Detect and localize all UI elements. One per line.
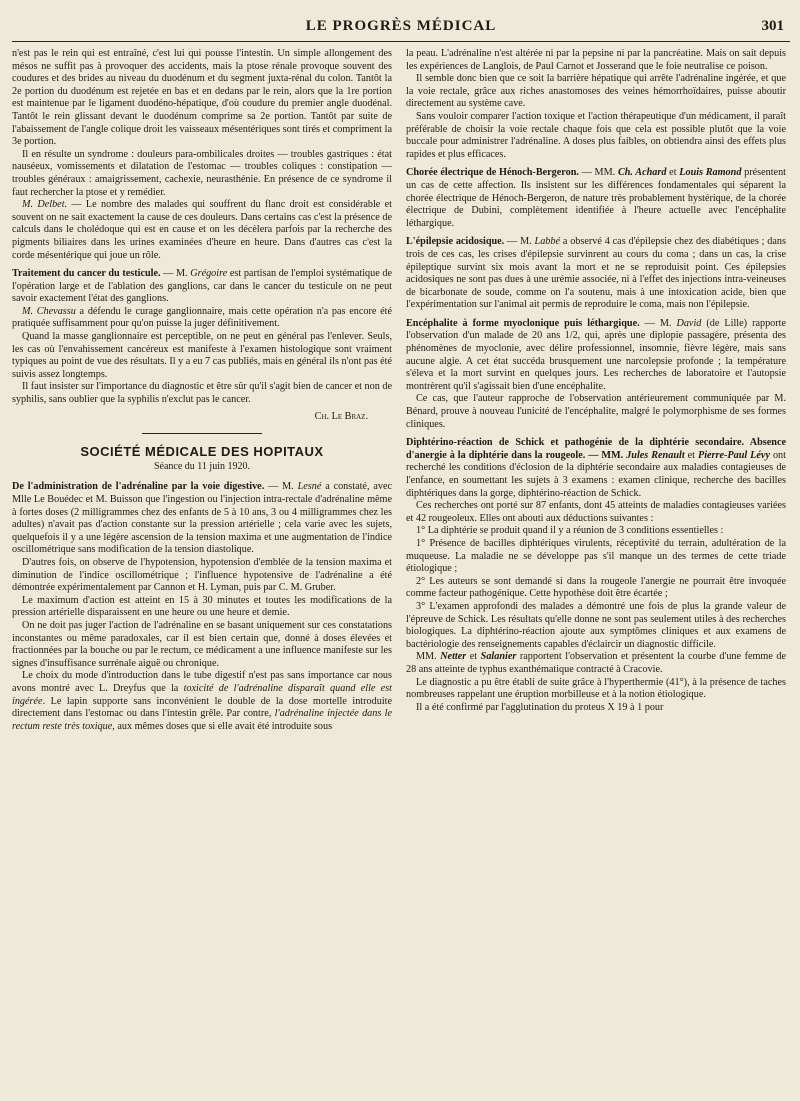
author-name: Grégoire xyxy=(190,268,228,280)
paragraph: MM. Netter et Salanier rapportent l'observation et présentent la courbe d'une femme de 28 ans atteinte de typhus exanthématique contracté à Cracovie. xyxy=(406,651,786,675)
paragraph: Il faut insister sur l'importance du diagnostic et être sûr qu'il s'agit bien de cancer et non de syphilis, sans oublier que la syphilis n'exclut pas le cancer. xyxy=(12,381,392,406)
paragraph: M. Delbet. — Le nombre des malades qui souffrent du flanc droit est considérable et souvent on ne sait exactement la cause de ces douleurs. Dans certains cas c'est la présence de calculs dans le cholédoque qui est en cause et on les décèlera parfois par la recherche des pigments biliaires dans les urines examinées d'heure en heure. Dans d'autres cas c'est la corde mésentérique qui joue un rôle. xyxy=(12,199,392,261)
page-number: 301 xyxy=(761,18,784,34)
author-name: M. Delbet. xyxy=(22,199,68,211)
list-item: 1° La diphtérie se produit quand il y a réunion de 3 conditions essentielles : xyxy=(416,525,724,537)
two-column-body xyxy=(12,48,790,733)
author-name: Lesné xyxy=(297,481,322,493)
author-name: Netter xyxy=(440,651,467,663)
section-divider xyxy=(142,433,262,434)
author-name: M. Chevassu xyxy=(22,305,76,317)
author-name: David xyxy=(676,317,702,329)
signature: Ch. Le Braz. xyxy=(314,410,368,422)
seance-date: Séance du 11 juin 1920. xyxy=(153,460,250,472)
header-rule xyxy=(12,41,790,42)
paragraph: Il a été confirmé par l'agglutination du proteus X 19 à 1 pour xyxy=(416,701,664,713)
journal-title: LE PROGRÈS MÉDICAL xyxy=(305,18,497,34)
paragraph: Le choix du mode d'introduction dans le tube digestif n'est pas sans importance car nous avons montré avec L. Dreyfus que la toxicité de l'adrénaline disparaît quand elle est ingérée. Le lapin supporte sans inconvénient le double de la dose mortelle introduite directement dans l'estomac ou dans l'intestin grêle. Par contre, l'adrénaline injectée dans le rectum reste très toxique, aux mêmes doses que si elle avait été introduite sous xyxy=(12,670,392,732)
section-diphterie: Diphtérino-réaction de Schick et pathogénie de la diphtérie secondaire. Absence d'anergie à la diphtérie dans la rougeole. — MM. Jules Renault et Pierre-Paul Lévy ont recherché les conditions d'éclosion de la diphtérie secondaire aux maladies contagieuses de l'enfance, en soumettant les sujets à 3 examens : examen clinique, recherche des bacilles diphtériques dans la gorge, diphtérino-réaction de Schick. xyxy=(406,437,786,499)
paragraph: Quand la masse ganglionnaire est perceptible, on ne peut en général pas l'enlever. Seuls, les cas où l'envahissement cancéreux est manifeste à l'examen histologique sont vraiment typiques au point de vue des résultats. Il y a eu 7 cas publiés, mais en général ils n'ont pas été suivis assez longtemps. xyxy=(12,331,392,380)
author-name: Louis Ramond xyxy=(679,167,742,179)
section-title: Encéphalite à forme myoclonique puis léthargique. xyxy=(406,317,640,329)
paragraph: Ces recherches ont porté sur 87 enfants, dont 45 atteints de maladies contagieuses variées et 42 rougeoleux. Elles ont abouti aux déductions suivantes : xyxy=(406,500,786,524)
author-name: Pierre-Paul Lévy xyxy=(697,449,770,461)
author-name: Salanier xyxy=(480,651,517,663)
section-epilepsie: L'épilepsie acidosique. — M. Labbé a observé 4 cas d'épilepsie chez des diabétiques ; dans trois de ces cas, les crises d'épilepsie survinrent au cours du coma ; dans un cas, la crise épileptique survint six mois avant la mort et ne se reproduisit point. Ces épilepsies acidosiques ne sont pas dues à une urémie associée, ni à l'effet des injections intra-veineuses de bicarbonate de soude, comme on l'a soutenu, mais à une intoxication acide, bien que l'expérimentation sur l'animal ait permis de reproduire le coma, mais non l'épilepsie. xyxy=(406,236,786,311)
page-header xyxy=(12,16,790,38)
section-title: Chorée électrique de Hénoch-Bergeron. xyxy=(406,167,579,179)
right-column xyxy=(406,48,786,733)
author-name: Jules Renault xyxy=(626,449,685,461)
section-adrenaline: De l'administration de l'adrénaline par la voie digestive. — M. Lesné a constaté, avec Mlle Le Bouédec et M. Buisson que l'ingestion ou l'injection intra-rectale d'adrénaline même à fortes doses (2 milligrammes chez des enfants de 5 à 10 ans, 3 ou 4 milligrammes chez les adultes) n'avait pas d'action constante sur la pression artérielle ; cela varie avec les sujets, quelquefois il y a une légère ascension de la tension maxima et une augmentation de l'indice oscillométrique sans modification de la tension diastolique. xyxy=(12,481,392,556)
section-title: Diphtérino-réaction de Schick et pathogénie de la diphtérie secondaire. Absence d'anergie à la diphtérie dans la rougeole. xyxy=(406,437,786,461)
paragraph: la peau. L'adrénaline n'est altérée ni par la pepsine ni par la pancréatine. Mais on sait depuis les expériences de Langlois, de Paul Carnot et Josserand que le foie neutralise ce poison. xyxy=(406,48,786,72)
paragraph: Le diagnostic a pu être établi de suite grâce à l'hyperthermie (41°), à la présence de taches nombreuses rappelant une éruption morbilleuse et à la notion étiologique. xyxy=(406,676,786,701)
paragraph: Il semble donc bien que ce soit la barrière hépatique qui arrête l'adrénaline ingérée, et que la voie rectale, grâce aux riches anastomoses des veines hémorrhoïdaires, puisse aboutir directement au système cave. xyxy=(406,73,786,110)
author-name: Labbé xyxy=(534,236,560,248)
author-name: Ch. Achard xyxy=(617,167,667,179)
section-title: L'épilepsie acidosique. xyxy=(406,236,505,248)
list-item: 3° L'examen approfondi des malades a démontré une fois de plus la grande valeur de l'épreuve de Schick. Les résultats qu'elle donne ne sont pas seulement utiles à des recherches biologiques. La diphtérino-réaction ajoute aux symptômes cliniques et aux examens de bactériologie des renseignements capables d'éclaircir un diagnostic difficile. xyxy=(406,600,786,650)
societe-heading: SOCIÉTÉ MÉDICALE DES HOPITAUX xyxy=(80,444,324,460)
paragraph: n'est pas le rein qui est entraîné, c'est lui qui pousse l'intestin. Un simple allongement des mésos ne suffit pas à provoquer des accidents, mais la ptose rénale provoque souvent des coudures et des brides au niveau du duodénum et du segment juxta-rénal du colon. Tantôt la 2e portion du duodénum est rejetée en bas et en dedans par le rein, alors que la 1re portion est maintenue par le ligament duodéno-hépatique, d'où coudure du premier angle duodénal. Tantôt le rein glissant devant le duodénum comprime sa 2e portion. Tantôt par suite de l'abaissement de l'angle colique droit les vaisseaux mésentériques sont tirés et compriment la 3e portion. xyxy=(12,48,392,148)
left-column xyxy=(12,48,392,733)
paragraph: On ne doit pas juger l'action de l'adrénaline en se basant uniquement sur ces constatations inconstantes ou même paradoxales, car il est bien certain que, donné à doses élevées et fractionnées par la bouche ou par le rectum, ce médicament a une influence manifeste sur les signes d'insuffisance surrénale aiguë ou chronique. xyxy=(12,619,392,669)
section-encephalite: Encéphalite à forme myoclonique puis léthargique. — M. David (de Lille) rapporte l'observation d'un malade de 20 ans 1/2, qui, après une diplopie passagère, présenta des phénomènes de myoclonie, avec délire professionnel, insomnie, fièvre légère, mais sans aucune algie. A cet état succéda brusquement une narcolepsie profonde ; la température s'éleva et la mort survint en quelques jours. Les recherches de laboratoire et l'autopsie montrèrent qu'il s'agissait bien d'une encéphalite. xyxy=(406,317,787,392)
list-item: 1° Présence de bacilles diphtériques virulents, réceptivité du terrain, adultération de la muqueuse. La maladie ne se développe pas s'il manque un des termes de cette triade étiologique ; xyxy=(406,537,786,575)
paragraph: M. Chevassu a défendu le curage ganglionnaire, mais cette opération n'a pas encore été pratiquée suffisamment pour qu'on puisse la juger définitivement. xyxy=(12,305,392,330)
paragraph: Ce cas, que l'auteur rapproche de l'observation antérieurement communiquée par M. Bénard, prouve à nouveau l'unicité de l'encéphalite, malgré le polymorphisme de ses formes cliniques. xyxy=(406,393,786,430)
paragraph: Sans vouloir comparer l'action toxique et l'action thérapeutique d'un médicament, il paraît préférable de choisir la voie rectale chaque fois que cela est possible plutôt que la voie buccale pour administrer l'adrénaline. A doses plus faibles, on obtiendra ainsi des effets plus rapides et plus efficaces. xyxy=(406,110,786,160)
paragraph: Il en résulte un syndrome : douleurs para-ombilicales droites — troubles gastriques : état nauséeux, vomissements et dilatation de l'estomac — troubles coliques : constipation — troubles généraux : amaigrissement, cachexie, neurasthénie. En présence de ce syndrome il faut rechercher la ptose et y remédier. xyxy=(12,148,392,198)
list-item: 2° Les auteurs se sont demandé si dans la rougeole l'anergie ne pourrait être invoquée comme facteur pathogénique. Cette hypothèse doit être écartée ; xyxy=(406,575,786,600)
paragraph: D'autres fois, on observe de l'hypotension, hypotension d'emblée de la tension maxima et diminution de l'indice oscillométrique ; l'influence hypotensive de l'adrénaline a été démontrée expérimentalement par Cannon et H. Lyman, puis par C. M. Gruber. xyxy=(12,556,392,594)
paragraph: Le maximum d'action est atteint en 15 à 30 minutes et toutes les modifications de la pression artérielle disparaissent en une heure ou une heure et demie. xyxy=(12,594,392,619)
section-choree: Chorée électrique de Hénoch-Bergeron. — MM. Ch. Achard et Louis Ramond présentent un cas de cette affection. Ils insistent sur les différences fondamentales qui séparent la chorée électrique de Hénoch-Bergeron, de nature très probablement hystérique, de la chorée électrique de Dubini, complètement identifiée à l'heure actuelle avec l'encéphalite léthargique. xyxy=(406,167,787,229)
section-title: De l'administration de l'adrénaline par la voie digestive. xyxy=(12,481,265,493)
section-title: Traitement du cancer du testicule. xyxy=(12,268,161,280)
section-testicule: Traitement du cancer du testicule. — M. Grégoire est partisan de l'emploi systématique de l'opération large et de l'ablation des ganglions, car dans le cancer du testicule on ne peut savoir exactement l'état des ganglions. xyxy=(12,268,393,305)
